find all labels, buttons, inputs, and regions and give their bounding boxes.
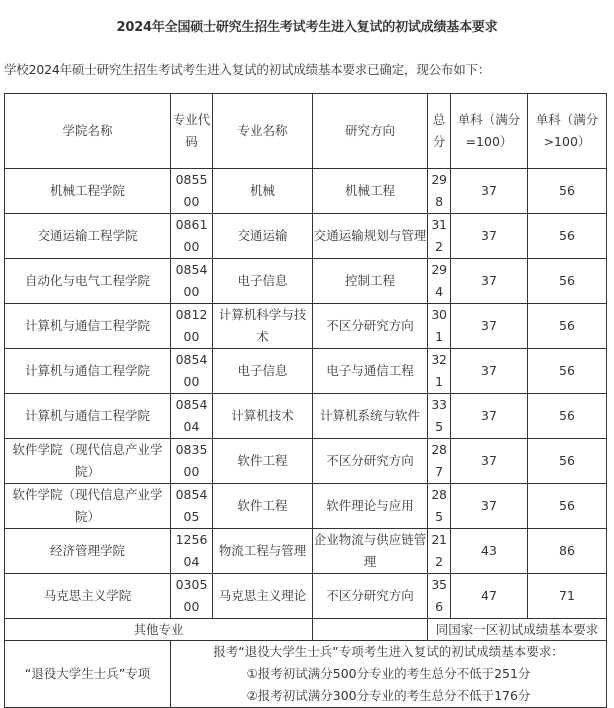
row-single-100: 37 bbox=[451, 439, 528, 484]
row-total: 356 bbox=[428, 574, 451, 619]
other-majors-requirement: 同国家一区初试成绩基本要求 bbox=[428, 619, 607, 641]
row-code: 125604 bbox=[171, 529, 213, 574]
row-college: 计算机与通信工程学院 bbox=[5, 304, 171, 349]
table-row bbox=[5, 259, 607, 304]
row-total: 212 bbox=[428, 529, 451, 574]
table-row bbox=[5, 304, 607, 349]
header-direction: 研究方向 bbox=[313, 94, 428, 169]
row-total: 298 bbox=[428, 169, 451, 214]
row-single-100: 47 bbox=[451, 574, 528, 619]
row-code: 085405 bbox=[171, 484, 213, 529]
row-major: 物流工程与管理 bbox=[213, 529, 313, 574]
veteran-label: “退役大学生士兵”专项 bbox=[5, 641, 171, 708]
row-major: 计算机技术 bbox=[213, 394, 313, 439]
other-majors-label: 其他专业 bbox=[5, 619, 313, 641]
row-college: 马克思主义学院 bbox=[5, 574, 171, 619]
other-majors-empty bbox=[313, 619, 428, 641]
row-single-gt100: 56 bbox=[528, 169, 607, 214]
veteran-row bbox=[5, 641, 607, 708]
row-single-100: 37 bbox=[451, 349, 528, 394]
row-code: 085400 bbox=[171, 349, 213, 394]
row-college: 经济管理学院 bbox=[5, 529, 171, 574]
veteran-heading: 报考“退役大学生士兵”专项考生进入复试的初试成绩基本要求： bbox=[213, 644, 564, 659]
table-row bbox=[5, 214, 607, 259]
row-major: 机械 bbox=[213, 169, 313, 214]
row-single-gt100: 56 bbox=[528, 349, 607, 394]
row-code: 081200 bbox=[171, 304, 213, 349]
row-code: 085400 bbox=[171, 259, 213, 304]
row-college: 计算机与通信工程学院 bbox=[5, 349, 171, 394]
row-single-gt100: 56 bbox=[528, 304, 607, 349]
table-row bbox=[5, 349, 607, 394]
header-single-gt100: 单科（满分>100） bbox=[528, 94, 607, 169]
row-code: 030500 bbox=[171, 574, 213, 619]
intro-text: 学校2024年硕士研究生招生考试考生进入复试的初试成绩基本要求已确定，现公布如下： bbox=[4, 62, 491, 77]
row-major: 电子信息 bbox=[213, 259, 313, 304]
header-code: 专业代码 bbox=[171, 94, 213, 169]
table-row bbox=[5, 439, 607, 484]
veteran-rule-1: ①报考初试满分500分专业的考生总分不低于251分 bbox=[246, 666, 531, 681]
header-single-100: 单科（满分=100） bbox=[451, 94, 528, 169]
row-major: 交通运输 bbox=[213, 214, 313, 259]
row-code: 086100 bbox=[171, 214, 213, 259]
row-single-gt100: 86 bbox=[528, 529, 607, 574]
row-single-gt100: 56 bbox=[528, 394, 607, 439]
table-row bbox=[5, 394, 607, 439]
row-direction: 控制工程 bbox=[313, 259, 428, 304]
row-direction: 不区分研究方向 bbox=[313, 574, 428, 619]
row-college: 软件学院（现代信息产业学院） bbox=[5, 439, 171, 484]
row-major: 马克思主义理论 bbox=[213, 574, 313, 619]
table-row bbox=[5, 574, 607, 619]
row-direction: 计算机系统与软件 bbox=[313, 394, 428, 439]
row-single-gt100: 71 bbox=[528, 574, 607, 619]
row-single-100: 37 bbox=[451, 259, 528, 304]
table-row bbox=[5, 484, 607, 529]
row-direction: 不区分研究方向 bbox=[313, 304, 428, 349]
row-single-gt100: 56 bbox=[528, 259, 607, 304]
veteran-rule-2: ②报考初试满分300分专业的考生总分不低于176分 bbox=[246, 688, 531, 703]
row-total: 287 bbox=[428, 439, 451, 484]
row-single-100: 37 bbox=[451, 169, 528, 214]
row-single-100: 37 bbox=[451, 484, 528, 529]
table-row bbox=[5, 169, 607, 214]
table-header-row bbox=[5, 94, 607, 169]
row-college: 交通运输工程学院 bbox=[5, 214, 171, 259]
row-single-gt100: 56 bbox=[528, 439, 607, 484]
row-total: 294 bbox=[428, 259, 451, 304]
row-direction: 电子与通信工程 bbox=[313, 349, 428, 394]
row-direction: 机械工程 bbox=[313, 169, 428, 214]
header-college: 学院名称 bbox=[5, 94, 171, 169]
row-single-100: 43 bbox=[451, 529, 528, 574]
row-single-100: 37 bbox=[451, 304, 528, 349]
other-majors-row bbox=[5, 619, 607, 641]
row-college: 自动化与电气工程学院 bbox=[5, 259, 171, 304]
row-total: 285 bbox=[428, 484, 451, 529]
row-single-100: 37 bbox=[451, 394, 528, 439]
row-direction: 软件理论与应用 bbox=[313, 484, 428, 529]
header-major: 专业名称 bbox=[213, 94, 313, 169]
row-single-gt100: 56 bbox=[528, 484, 607, 529]
row-total: 312 bbox=[428, 214, 451, 259]
row-direction: 不区分研究方向 bbox=[313, 439, 428, 484]
row-major: 软件工程 bbox=[213, 484, 313, 529]
requirements-table bbox=[4, 93, 607, 708]
row-major: 计算机科学与技术 bbox=[213, 304, 313, 349]
row-college: 计算机与通信工程学院 bbox=[5, 394, 171, 439]
row-major: 电子信息 bbox=[213, 349, 313, 394]
row-code: 085404 bbox=[171, 394, 213, 439]
row-total: 301 bbox=[428, 304, 451, 349]
row-college: 软件学院（现代信息产业学院） bbox=[5, 484, 171, 529]
table-row bbox=[5, 529, 607, 574]
page-title: 2024年全国硕士研究生招生考试考生进入复试的初试成绩基本要求 bbox=[116, 20, 498, 35]
row-direction: 企业物流与供应链管理 bbox=[313, 529, 428, 574]
row-code: 085500 bbox=[171, 169, 213, 214]
row-total: 335 bbox=[428, 394, 451, 439]
row-single-gt100: 56 bbox=[528, 214, 607, 259]
header-total: 总分 bbox=[428, 94, 451, 169]
row-total: 321 bbox=[428, 349, 451, 394]
veteran-requirements bbox=[171, 641, 607, 708]
row-major: 软件工程 bbox=[213, 439, 313, 484]
row-code: 083500 bbox=[171, 439, 213, 484]
row-single-100: 37 bbox=[451, 214, 528, 259]
row-direction: 交通运输规划与管理 bbox=[313, 214, 428, 259]
row-college: 机械工程学院 bbox=[5, 169, 171, 214]
